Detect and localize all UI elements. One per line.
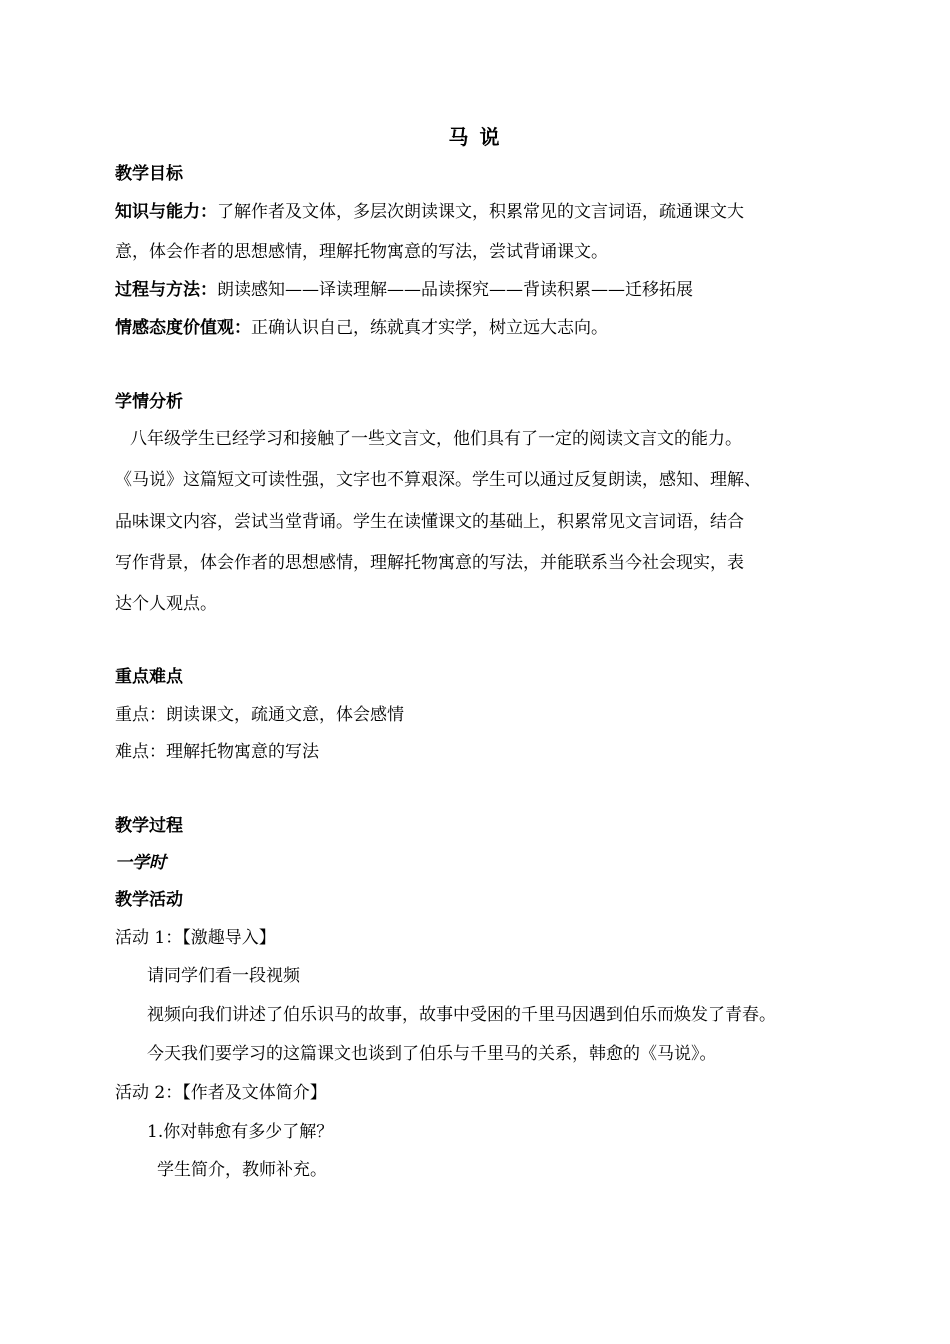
process-heading: 教学过程 xyxy=(115,816,183,836)
analysis-line-3: 品味课文内容，尝试当堂背诵。学生在读懂课文的基础上，积累常见文言词语，结合 xyxy=(115,512,744,532)
goals-heading: 教学目标 xyxy=(115,164,183,184)
analysis-line-5: 达个人观点。 xyxy=(115,594,217,614)
knowledge-line-2: 意，体会作者的思想感情，理解托物寓意的写法，尝试背诵课文。 xyxy=(115,242,608,262)
knowledge-text-1: 了解作者及文体，多层次朗读课文，积累常见的文言词语，疏通课文大 xyxy=(217,202,744,222)
process-method-line xyxy=(115,278,693,302)
emotion-text: 正确认识自己，练就真才实学，树立远大志向。 xyxy=(251,318,608,338)
emotion-label: 情感态度价值观： xyxy=(115,318,251,338)
keypoint-difficult: 难点：理解托物寓意的写法 xyxy=(115,742,319,762)
period-label: 一学时 xyxy=(115,853,166,873)
activity-2-label: 活动 2：【作者及文体简介】 xyxy=(115,1083,327,1103)
process-text: 朗读感知——译读理解——品读探究——背读积累——迁移拓展 xyxy=(217,280,693,300)
activity-1-line-1: 请同学们看一段视频 xyxy=(147,966,300,986)
keypoints-heading: 重点难点 xyxy=(115,667,183,687)
activity-1-line-3: 今天我们要学习的这篇课文也谈到了伯乐与千里马的关系，韩愈的《马说》。 xyxy=(147,1044,717,1064)
activity-2-question: 1.你对韩愈有多少了解？ xyxy=(147,1122,334,1142)
activity-1-line-2: 视频向我们讲述了伯乐识马的故事，故事中受困的千里马因遇到伯乐而焕发了青春。 xyxy=(147,1005,776,1025)
process-label: 过程与方法： xyxy=(115,280,217,300)
analysis-line-2: 《马说》这篇短文可读性强，文字也不算艰深。学生可以通过反复朗读，感知、理解、 xyxy=(115,470,761,490)
keypoint-key: 重点：朗读课文，疏通文意，体会感情 xyxy=(115,705,404,725)
knowledge-line-1 xyxy=(115,200,744,224)
knowledge-label: 知识与能力： xyxy=(115,202,217,222)
analysis-line-1: 八年级学生已经学习和接触了一些文言文，他们具有了一定的阅读文言文的能力。 xyxy=(130,429,742,449)
analysis-line-4: 写作背景，体会作者的思想感情，理解托物寓意的写法，并能联系当今社会现实，表 xyxy=(115,553,744,573)
emotion-line xyxy=(115,316,608,340)
page-title: 马 说 xyxy=(448,125,502,149)
analysis-heading: 学情分析 xyxy=(115,392,183,412)
activity-1-label: 活动 1：【激趣导入】 xyxy=(115,928,276,948)
activities-heading: 教学活动 xyxy=(115,890,183,910)
activity-2-answer: 学生简介，教师补充。 xyxy=(157,1160,327,1180)
